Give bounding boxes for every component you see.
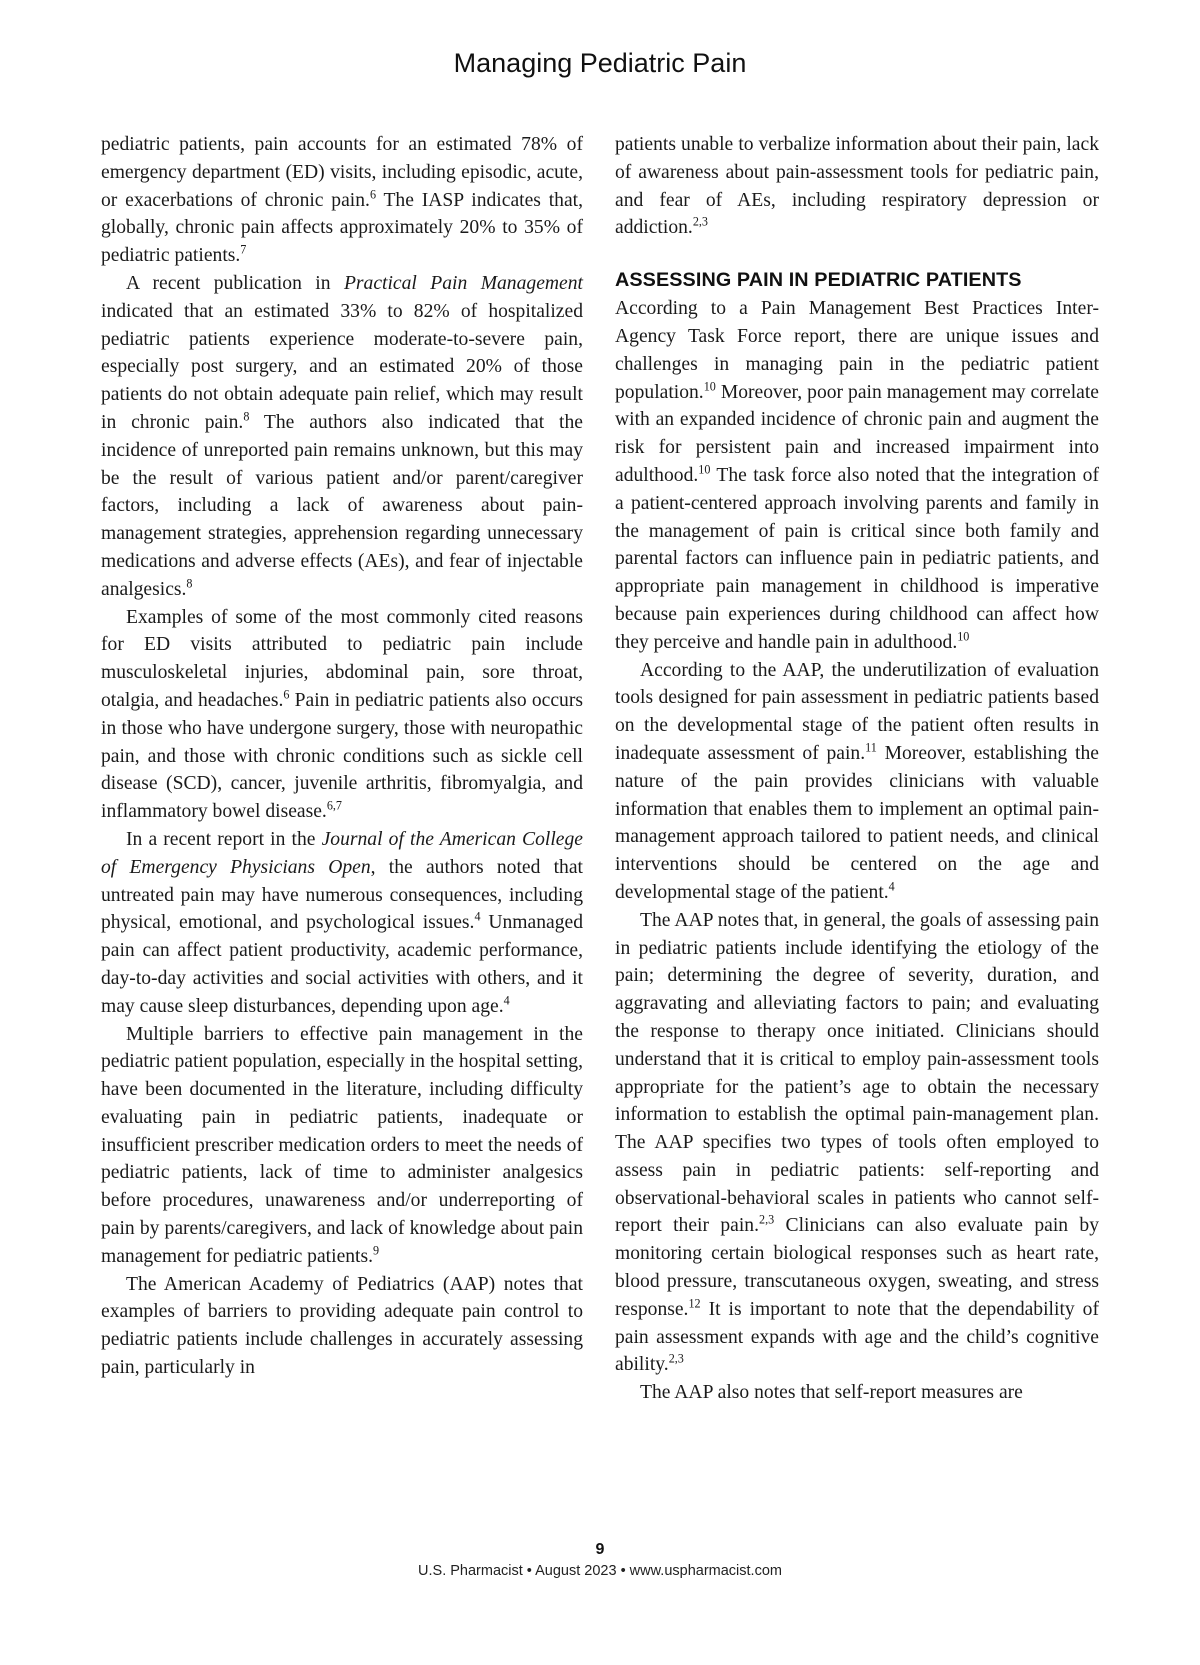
reference-marker: 2,3 bbox=[759, 1213, 775, 1228]
paragraph: According to a Pain Management Best Practices Inter-Agency Task Force report, there are unique issues and challenges in managing pain in the pediatric patient population.$^{10}$ Moreover, poor pain management may correlate with an expanded incidence of chronic pain and augment the risk for persistent pain and increased impairment into adulthood.$^{10}$ The task force also noted that the integration of a patient-centered approach involving parents and family in the management of pain is critical since both family and parental factors can influence pain in pediatric patients, and appropriate pain management in childhood is imperative because pain experiences during childhood can affect how they perceive and handle pain in adulthood.$^{10}$ bbox=[615, 298, 1099, 653]
section-heading: ASSESSING PAIN IN PEDIATRIC PATIENTS bbox=[615, 269, 1022, 292]
reference-marker: 6 bbox=[369, 187, 377, 202]
publication-title: Journal of the American College of Emergency Physicians Open bbox=[101, 828, 583, 878]
reference-marker: 2,3 bbox=[668, 1352, 684, 1367]
reference-marker: 11 bbox=[865, 740, 877, 755]
reference-marker: 10 bbox=[703, 379, 716, 394]
paragraph: The AAP notes that, in general, the goals of assessing pain in pediatric patients include identifying the etiology of the pain; determining the degree of severity, duration, and aggravating and alleviating factors to pain; and evaluating the response to therapy once initiated. Clinicians should understand that it is critical to employ pain-assessment tools appropriate for the patient’s age to obtain the necessary information to establish the optimal pain-management plan. The AAP specifies two types of tools often employed to assess pain in pediatric patients: self-reporting and observational-behavioral scales in patients who cannot self-report their pain.$^{2,3}$ Clinicians can also evaluate pain by monitoring certain biological responses such as heart rate, blood pressure, transcutaneous oxygen, sweating, and stress response.$^{12}$ It is important to note that the dependability of pain assessment expands with age and the child’s cognitive ability.$^{2,3}$ bbox=[615, 909, 1099, 1376]
paragraph: In a recent report in the Journal of the American College of Emergency Physicians Open, the authors noted that untreated pain may have numerous consequences, including physical, emotional, and psychological issues.$^4$ Unmanaged pain can affect patient productivity, academic performance, day-to-day activities and social activities with others, and it may cause sleep disturbances, depending upon age.$^4$ bbox=[101, 828, 583, 1017]
paragraph: pediatric patients, pain accounts for an estimated 78% of emergency department (ED) visits, including episodic, acute, or exacerbations of chronic pain.$^6$ The IASP indicates that, globally, chronic pain affects approximately 20% to 35% of pediatric patients.$^7$ bbox=[101, 134, 583, 267]
reference-marker: 4 bbox=[503, 993, 510, 1008]
paragraph: The AAP also notes that self-report measures are bbox=[640, 1382, 1023, 1404]
reference-marker: 10 bbox=[957, 629, 970, 644]
reference-marker: 4 bbox=[474, 910, 481, 925]
paragraph: Multiple barriers to effective pain management in the pediatric patient population, especially in the hospital setting, have been documented in the literature, including difficulty evaluating pain in pediatric patients, inadequate or insufficient prescriber medication orders to meet the needs of pediatric patients, lack of time to administer analgesics before procedures, unawareness and/or underreporting of pain by parents/caregivers, and lack of knowledge about pain management for pediatric patients.$^9$ bbox=[101, 1023, 583, 1267]
reference-marker: 12 bbox=[688, 1296, 701, 1311]
publication-title: Practical Pain Management bbox=[343, 272, 583, 294]
left-column bbox=[101, 131, 583, 1382]
paragraph: According to the AAP, the underutilization of evaluation tools designed for pain assessment in pediatric patients based on the developmental stage of the patient often results in inadequate assessment of pain.$^{11}$ Moreover, establishing the nature of the pain provides clinicians with valuable information that enables them to implement an optimal pain-management approach tailored to patient needs, and clinical interventions should be centered on the age and developmental stage of the patient.$^4$ bbox=[615, 659, 1099, 903]
reference-marker: 6,7 bbox=[326, 798, 342, 813]
reference-marker: 6 bbox=[283, 687, 290, 702]
reference-marker: 7 bbox=[240, 242, 247, 257]
publication-footer: U.S. Pharmacist • August 2023 • www.uspharmacist.com bbox=[418, 1563, 782, 1579]
right-column bbox=[615, 131, 1099, 1407]
reference-marker: 9 bbox=[373, 1243, 380, 1258]
paragraph: patients unable to verbalize information about their pain, lack of awareness about pain-assessment tools for pediatric pain, and fear of AEs, including respiratory depression or addiction.$^{2,3}$ bbox=[615, 134, 1099, 239]
reference-marker: 8 bbox=[186, 576, 193, 591]
paragraph: Examples of some of the most commonly cited reasons for ED visits attributed to pediatric pain include musculoskeletal injuries, abdominal pain, sore throat, otalgia, and headaches.$^6$ Pain in pediatric patients also occurs in those who have undergone surgery, those with neuropathic pain, and those with chronic conditions such as sickle cell disease (SCD), cancer, juvenile arthritis, fibromyalgia, and inflammatory bowel disease.$^{6,7}$ bbox=[101, 606, 583, 823]
paragraph: A recent publication in Practical Pain Management indicated that an estimated 33% to 82% of hospitalized pediatric patients experience moderate-to-severe pain, especially post surgery, and an estimated 20% of those patients do not obtain adequate pain relief, which may result in chronic pain.$^8$ The authors also indicated that the incidence of unreported pain remains unknown, but this may be the result of various patient and/or parent/caregiver factors, including a lack of awareness about pain-management strategies, apprehension regarding unnecessary medications and adverse effects (AEs), and fear of injectable analgesics.$^8$ bbox=[101, 272, 583, 600]
reference-marker: 4 bbox=[888, 879, 895, 894]
paragraph: The American Academy of Pediatrics (AAP) notes that examples of barriers to providing adequate pain control to pediatric patients include challenges in accurately assessing pain, particularly in bbox=[101, 1273, 583, 1379]
reference-marker: 2,3 bbox=[692, 215, 708, 230]
page-number: 9 bbox=[595, 1541, 605, 1558]
reference-marker: 10 bbox=[698, 462, 711, 477]
running-title: Managing Pediatric Pain bbox=[453, 48, 747, 78]
reference-marker: 8 bbox=[243, 409, 250, 424]
